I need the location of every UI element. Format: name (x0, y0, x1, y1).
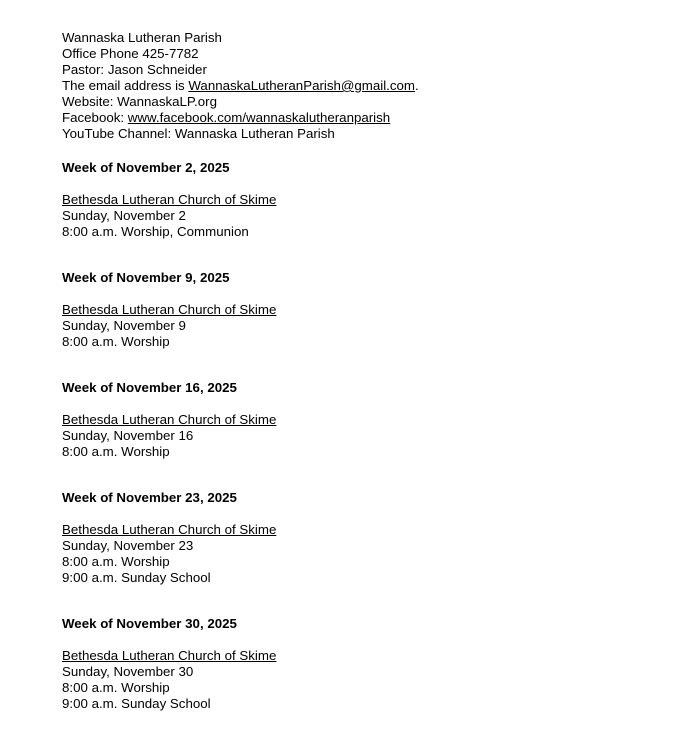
office-phone: Office Phone 425-7782 (62, 46, 199, 61)
service-event: 8:00 a.m. Worship (62, 680, 170, 695)
week-section (62, 380, 662, 460)
church-name: Bethesda Lutheran Church of Skime (62, 192, 277, 207)
service-event: 8:00 a.m. Worship (62, 554, 170, 569)
email-suffix: . (414, 78, 419, 93)
service-event: 8:00 a.m. Worship (62, 334, 170, 349)
week-title: Week of November 16, 2025 (62, 380, 237, 395)
spacer (62, 350, 662, 380)
email-prefix: The email address is (62, 78, 189, 93)
church-name: Bethesda Lutheran Church of Skime (62, 302, 277, 317)
parish-contact-block (62, 30, 662, 142)
service-event: 9:00 a.m. Sunday School (62, 570, 211, 585)
service-day: Sunday, November 16 (62, 428, 194, 443)
service-event: 9:00 a.m. Sunday School (62, 696, 211, 711)
spacer (62, 460, 662, 490)
service-event: 8:00 a.m. Worship (62, 444, 170, 459)
service-day: Sunday, November 23 (62, 538, 194, 553)
week-section (62, 270, 662, 350)
service-day: Sunday, November 9 (62, 318, 186, 333)
week-title: Week of November 30, 2025 (62, 616, 237, 631)
pastor-name: Pastor: Jason Schneider (62, 62, 207, 77)
week-title: Week of November 2, 2025 (62, 160, 230, 175)
service-day: Sunday, November 30 (62, 664, 194, 679)
week-section (62, 490, 662, 586)
week-section (62, 616, 662, 712)
facebook-link[interactable]: www.facebook.com/wannaskalutheranparish (127, 110, 391, 125)
facebook-label: Facebook: (62, 110, 128, 125)
website-line: Website: WannaskaLP.org (62, 94, 217, 109)
church-name: Bethesda Lutheran Church of Skime (62, 648, 277, 663)
email-line (62, 78, 662, 94)
facebook-line (62, 110, 662, 126)
bulletin-page (62, 30, 662, 712)
service-day: Sunday, November 2 (62, 208, 186, 223)
church-name: Bethesda Lutheran Church of Skime (62, 412, 277, 427)
week-title: Week of November 9, 2025 (62, 270, 230, 285)
week-title: Week of November 23, 2025 (62, 490, 237, 505)
parish-name: Wannaska Lutheran Parish (62, 30, 222, 45)
email-link[interactable]: WannaskaLutheranParish@gmail.com (188, 78, 415, 93)
youtube-line: YouTube Channel: Wannaska Lutheran Parish (62, 126, 335, 141)
spacer (62, 586, 662, 616)
week-section (62, 160, 662, 240)
church-name: Bethesda Lutheran Church of Skime (62, 522, 277, 537)
spacer (62, 240, 662, 270)
service-event: 8:00 a.m. Worship, Communion (62, 224, 249, 239)
